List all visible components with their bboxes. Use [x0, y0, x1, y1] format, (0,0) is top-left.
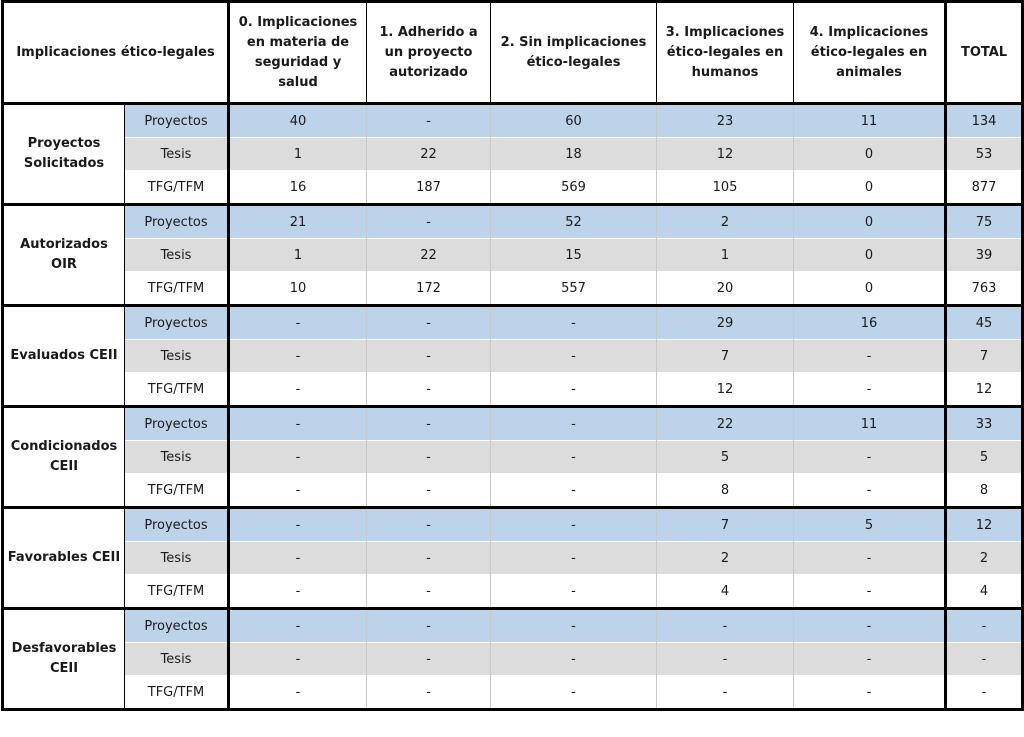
value-cell-col-4: -	[794, 609, 946, 643]
value-cell-col-0: -	[229, 407, 367, 441]
value-cell-col-4: -	[794, 474, 946, 508]
header-col-1: 1. Adherido a un proyecto autorizado	[367, 2, 491, 104]
row-type-label: TFG/TFM	[125, 171, 229, 205]
value-cell-col-2: 52	[491, 205, 657, 239]
value-cell-col-1: -	[367, 104, 491, 138]
group-label: Desfavorables CEII	[3, 609, 125, 710]
value-cell-col-0: 10	[229, 272, 367, 306]
value-cell-col-1: 187	[367, 171, 491, 205]
value-cell-col-4: -	[794, 340, 946, 373]
row-type-label: TFG/TFM	[125, 676, 229, 710]
table-row	[3, 508, 1023, 542]
value-cell-col-1: -	[367, 205, 491, 239]
value-cell-col-1: -	[367, 441, 491, 474]
row-type-label: Tesis	[125, 138, 229, 171]
value-cell-col-1: -	[367, 643, 491, 676]
value-cell-col-4: 0	[794, 171, 946, 205]
value-cell-col-1: 22	[367, 239, 491, 272]
value-cell-col-0: -	[229, 542, 367, 575]
value-cell-col-4: 0	[794, 138, 946, 171]
value-cell-col-3: 105	[657, 171, 794, 205]
header-col-0: 0. Implicaciones en materia de seguridad y salud	[229, 2, 367, 104]
header-total: TOTAL	[946, 2, 1023, 104]
header-col-2: 2. Sin implicaciones ético-legales	[491, 2, 657, 104]
total-cell: 53	[946, 138, 1023, 171]
row-type-label: Proyectos	[125, 609, 229, 643]
value-cell-col-0: 16	[229, 171, 367, 205]
value-cell-col-1: -	[367, 340, 491, 373]
row-type-label: Proyectos	[125, 104, 229, 138]
table-row	[3, 575, 1023, 609]
value-cell-col-3: -	[657, 676, 794, 710]
value-cell-col-3: 2	[657, 205, 794, 239]
header-col-3: 3. Implicaciones ético-legales en humanos	[657, 2, 794, 104]
value-cell-col-1: -	[367, 306, 491, 340]
value-cell-col-4: -	[794, 643, 946, 676]
value-cell-col-2: -	[491, 609, 657, 643]
value-cell-col-4: -	[794, 676, 946, 710]
row-type-label: TFG/TFM	[125, 272, 229, 306]
row-type-label: Proyectos	[125, 306, 229, 340]
total-cell: 8	[946, 474, 1023, 508]
total-cell: 763	[946, 272, 1023, 306]
row-type-label: Proyectos	[125, 205, 229, 239]
value-cell-col-0: 1	[229, 239, 367, 272]
value-cell-col-0: -	[229, 373, 367, 407]
row-type-label: TFG/TFM	[125, 575, 229, 609]
value-cell-col-3: 23	[657, 104, 794, 138]
value-cell-col-2: -	[491, 441, 657, 474]
total-cell: 12	[946, 373, 1023, 407]
row-type-label: Proyectos	[125, 508, 229, 542]
value-cell-col-2: -	[491, 340, 657, 373]
total-cell: -	[946, 643, 1023, 676]
row-type-label: Proyectos	[125, 407, 229, 441]
value-cell-col-0: -	[229, 575, 367, 609]
table-row	[3, 441, 1023, 474]
value-cell-col-1: -	[367, 575, 491, 609]
row-type-label: Tesis	[125, 340, 229, 373]
value-cell-col-0: -	[229, 508, 367, 542]
group-label: Evaluados CEII	[3, 306, 125, 407]
total-cell: 39	[946, 239, 1023, 272]
table-row	[3, 609, 1023, 643]
row-type-label: Tesis	[125, 542, 229, 575]
value-cell-col-3: 8	[657, 474, 794, 508]
row-type-label: Tesis	[125, 643, 229, 676]
value-cell-col-1: -	[367, 542, 491, 575]
value-cell-col-0: 21	[229, 205, 367, 239]
table-row	[3, 542, 1023, 575]
group-label: Condicionados CEII	[3, 407, 125, 508]
value-cell-col-2: -	[491, 373, 657, 407]
table-row	[3, 643, 1023, 676]
value-cell-col-4: 0	[794, 239, 946, 272]
table-row	[3, 171, 1023, 205]
table-row	[3, 373, 1023, 407]
table-row	[3, 272, 1023, 306]
value-cell-col-3: 12	[657, 373, 794, 407]
row-type-label: TFG/TFM	[125, 373, 229, 407]
total-cell: 5	[946, 441, 1023, 474]
value-cell-col-2: -	[491, 575, 657, 609]
value-cell-col-3: 7	[657, 508, 794, 542]
value-cell-col-0: -	[229, 306, 367, 340]
value-cell-col-3: 7	[657, 340, 794, 373]
group-label: Proyectos Solicitados	[3, 104, 125, 205]
value-cell-col-4: -	[794, 542, 946, 575]
value-cell-col-4: 16	[794, 306, 946, 340]
table-row	[3, 407, 1023, 441]
value-cell-col-2: 569	[491, 171, 657, 205]
group-label: Autorizados OIR	[3, 205, 125, 306]
value-cell-col-1: 172	[367, 272, 491, 306]
header-col-4: 4. Implicaciones ético-legales en animales	[794, 2, 946, 104]
value-cell-col-2: -	[491, 407, 657, 441]
table-row	[3, 239, 1023, 272]
value-cell-col-3: 4	[657, 575, 794, 609]
table-row	[3, 104, 1023, 138]
row-type-label: Tesis	[125, 441, 229, 474]
total-cell: 134	[946, 104, 1023, 138]
value-cell-col-1: -	[367, 407, 491, 441]
table-row	[3, 306, 1023, 340]
value-cell-col-3: -	[657, 643, 794, 676]
value-cell-col-2: -	[491, 643, 657, 676]
value-cell-col-2: -	[491, 306, 657, 340]
value-cell-col-4: 0	[794, 205, 946, 239]
value-cell-col-3: 20	[657, 272, 794, 306]
value-cell-col-3: 12	[657, 138, 794, 171]
total-cell: -	[946, 676, 1023, 710]
value-cell-col-4: 5	[794, 508, 946, 542]
total-cell: 45	[946, 306, 1023, 340]
value-cell-col-2: 557	[491, 272, 657, 306]
value-cell-col-0: -	[229, 441, 367, 474]
header-row	[3, 2, 1023, 104]
value-cell-col-4: 11	[794, 407, 946, 441]
value-cell-col-2: 15	[491, 239, 657, 272]
header-label: Implicaciones ético-legales	[3, 2, 229, 104]
value-cell-col-0: 1	[229, 138, 367, 171]
table-row	[3, 205, 1023, 239]
value-cell-col-0: -	[229, 643, 367, 676]
value-cell-col-2: 18	[491, 138, 657, 171]
value-cell-col-1: -	[367, 609, 491, 643]
value-cell-col-0: -	[229, 474, 367, 508]
value-cell-col-3: 2	[657, 542, 794, 575]
value-cell-col-3: 5	[657, 441, 794, 474]
value-cell-col-0: -	[229, 609, 367, 643]
value-cell-col-4: 11	[794, 104, 946, 138]
value-cell-col-0: -	[229, 676, 367, 710]
value-cell-col-2: -	[491, 474, 657, 508]
value-cell-col-2: 60	[491, 104, 657, 138]
value-cell-col-3: -	[657, 609, 794, 643]
value-cell-col-1: -	[367, 508, 491, 542]
value-cell-col-1: -	[367, 474, 491, 508]
total-cell: 12	[946, 508, 1023, 542]
table-row	[3, 676, 1023, 710]
table-body	[3, 104, 1023, 710]
value-cell-col-3: 22	[657, 407, 794, 441]
value-cell-col-0: -	[229, 340, 367, 373]
row-type-label: TFG/TFM	[125, 474, 229, 508]
total-cell: 7	[946, 340, 1023, 373]
value-cell-col-3: 1	[657, 239, 794, 272]
table-row	[3, 138, 1023, 171]
value-cell-col-2: -	[491, 676, 657, 710]
table-row	[3, 340, 1023, 373]
ethics-legal-summary-table	[1, 0, 1024, 711]
value-cell-col-4: -	[794, 441, 946, 474]
value-cell-col-1: -	[367, 676, 491, 710]
value-cell-col-3: 29	[657, 306, 794, 340]
row-type-label: Tesis	[125, 239, 229, 272]
value-cell-col-4: -	[794, 373, 946, 407]
value-cell-col-1: 22	[367, 138, 491, 171]
group-label: Favorables CEII	[3, 508, 125, 609]
value-cell-col-1: -	[367, 373, 491, 407]
total-cell: -	[946, 609, 1023, 643]
total-cell: 33	[946, 407, 1023, 441]
total-cell: 2	[946, 542, 1023, 575]
value-cell-col-4: 0	[794, 272, 946, 306]
value-cell-col-2: -	[491, 508, 657, 542]
table-row	[3, 474, 1023, 508]
value-cell-col-4: -	[794, 575, 946, 609]
value-cell-col-2: -	[491, 542, 657, 575]
total-cell: 877	[946, 171, 1023, 205]
value-cell-col-0: 40	[229, 104, 367, 138]
total-cell: 75	[946, 205, 1023, 239]
total-cell: 4	[946, 575, 1023, 609]
